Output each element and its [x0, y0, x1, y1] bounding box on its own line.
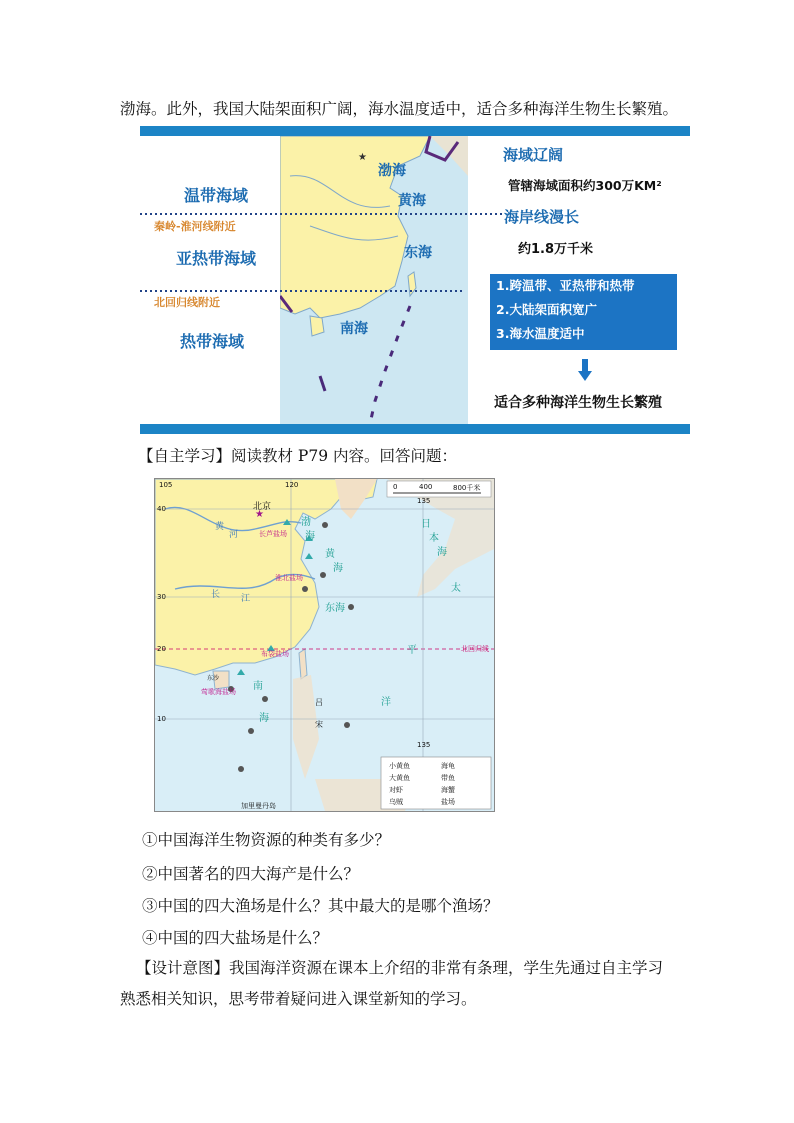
reasons-box [490, 274, 677, 350]
reason-item: 3.海水温度适中 [496, 326, 585, 341]
qinling-line-label: 秦岭-淮河线附近 [154, 220, 236, 233]
sea-label-bohai: 渤海 [378, 163, 406, 179]
sea-name: 太 [451, 583, 461, 594]
legend-item: 盐场 [441, 798, 455, 806]
fact-text-coastline: 约1.8万千米 [518, 242, 594, 257]
sea-name: 海 [259, 713, 269, 724]
tropic-label: 北回归线 [461, 645, 489, 653]
question-item: ①中国海洋生物资源的种类有多少？ [142, 831, 391, 849]
river-label: 黄 [215, 522, 225, 532]
reason-item: 2.大陆架面积宽广 [496, 302, 597, 317]
question-item: ②中国著名的四大海产是什么？ [142, 865, 360, 883]
sea-name: 海 [437, 547, 447, 558]
sea-name: 平 [407, 645, 417, 656]
intro-paragraph: 渤海。此外，我国大陆架面积广阔，海水温度适中，适合多种海洋生物生长繁殖。 [120, 100, 679, 118]
tropic-line-label: 北回归线附近 [154, 296, 220, 309]
zone-tropical: 热带海域 [180, 332, 245, 351]
design-intent-line2: 熟悉相关知识，思考带着疑问进入课堂新知的学习。 [120, 990, 477, 1008]
river-label: 江 [241, 594, 251, 604]
question-item: ③中国的四大渔场是什么？其中最大的是哪个渔场？ [142, 897, 499, 915]
sea-name: 黄 [325, 549, 335, 560]
longitude-label: 105 [159, 481, 173, 489]
ocean-overview-figure [140, 126, 690, 434]
sea-name: 南 [253, 681, 263, 692]
down-arrow-icon [578, 359, 592, 383]
legend-item: 对虾 [389, 786, 403, 794]
longitude-label: 120 [285, 481, 299, 489]
kalimantan-label: 加里曼丹岛 [241, 802, 276, 810]
sea-name: 洋 [381, 697, 391, 708]
svg-text:★: ★ [358, 152, 367, 163]
sea-name: 海 [305, 531, 315, 542]
capital-star-icon: ★ [255, 509, 264, 520]
legend-item: 大黄鱼 [389, 774, 410, 782]
study-prompt: 【自主学习】阅读教材 P79 内容。回答问题： [138, 447, 458, 465]
sea-name: 东海 [325, 603, 345, 614]
latitude-label: 40 [157, 505, 166, 513]
dongsha-label: 东沙 [207, 675, 220, 682]
luzon-label: 吕 [315, 698, 323, 707]
scale-800: 800千米 [453, 484, 481, 492]
conclusion-text: 适合多种海洋生物生长繁殖 [494, 395, 662, 411]
legend-item: 带鱼 [441, 774, 455, 782]
latitude-label: 10 [157, 715, 166, 723]
legend-item: 小黄鱼 [389, 762, 410, 770]
capital-label: 北京 [253, 502, 272, 512]
legend-item: 海龟 [441, 762, 455, 770]
river-label: 长 [211, 590, 221, 600]
legend-item: 乌贼 [389, 798, 403, 806]
question-item: ④中国的四大盐场是什么？ [142, 929, 329, 947]
longitude-label: 135 [417, 741, 431, 749]
salt-field-label: 淮北盐场 [275, 574, 303, 582]
sea-label-nanhai: 南海 [340, 321, 368, 337]
luzon-label: 宋 [315, 720, 323, 729]
latitude-label: 20 [157, 645, 166, 653]
scale-zero: 0 [393, 483, 398, 491]
zone-temperate: 温带海域 [184, 186, 249, 205]
sea-name: 日 [421, 519, 431, 530]
legend-item: 海蟹 [441, 786, 455, 794]
sea-name: 本 [429, 533, 439, 544]
salt-field-label: 布袋盐场 [261, 650, 289, 658]
fact-text-area: 管辖海域面积约300万KM² [508, 178, 662, 193]
sea-label-donghai: 东海 [404, 245, 432, 261]
sea-name: 海 [333, 563, 343, 574]
sea-label-huanghai: 黄海 [398, 193, 426, 209]
sea-name: 渤 [301, 517, 311, 528]
longitude-label: 135 [417, 497, 431, 505]
reason-item: 1.跨温带、亚热带和热带 [496, 278, 635, 293]
river-label: 河 [229, 530, 239, 540]
fact-title-coastline: 海岸线漫长 [504, 208, 580, 226]
scale-400: 400 [419, 483, 433, 491]
zone-subtropical: 亚热带海域 [176, 249, 257, 268]
design-intent-line1: 【设计意图】我国海洋资源在课本上介绍的非常有条理，学生先通过自主学习 [136, 959, 664, 977]
salt-field-label: 长芦盐场 [259, 530, 287, 538]
fact-title-area: 海域辽阔 [503, 146, 564, 164]
latitude-label: 30 [157, 593, 166, 601]
marine-resource-map [154, 478, 495, 812]
salt-field-label: 莺歌海盐场 [201, 688, 236, 696]
